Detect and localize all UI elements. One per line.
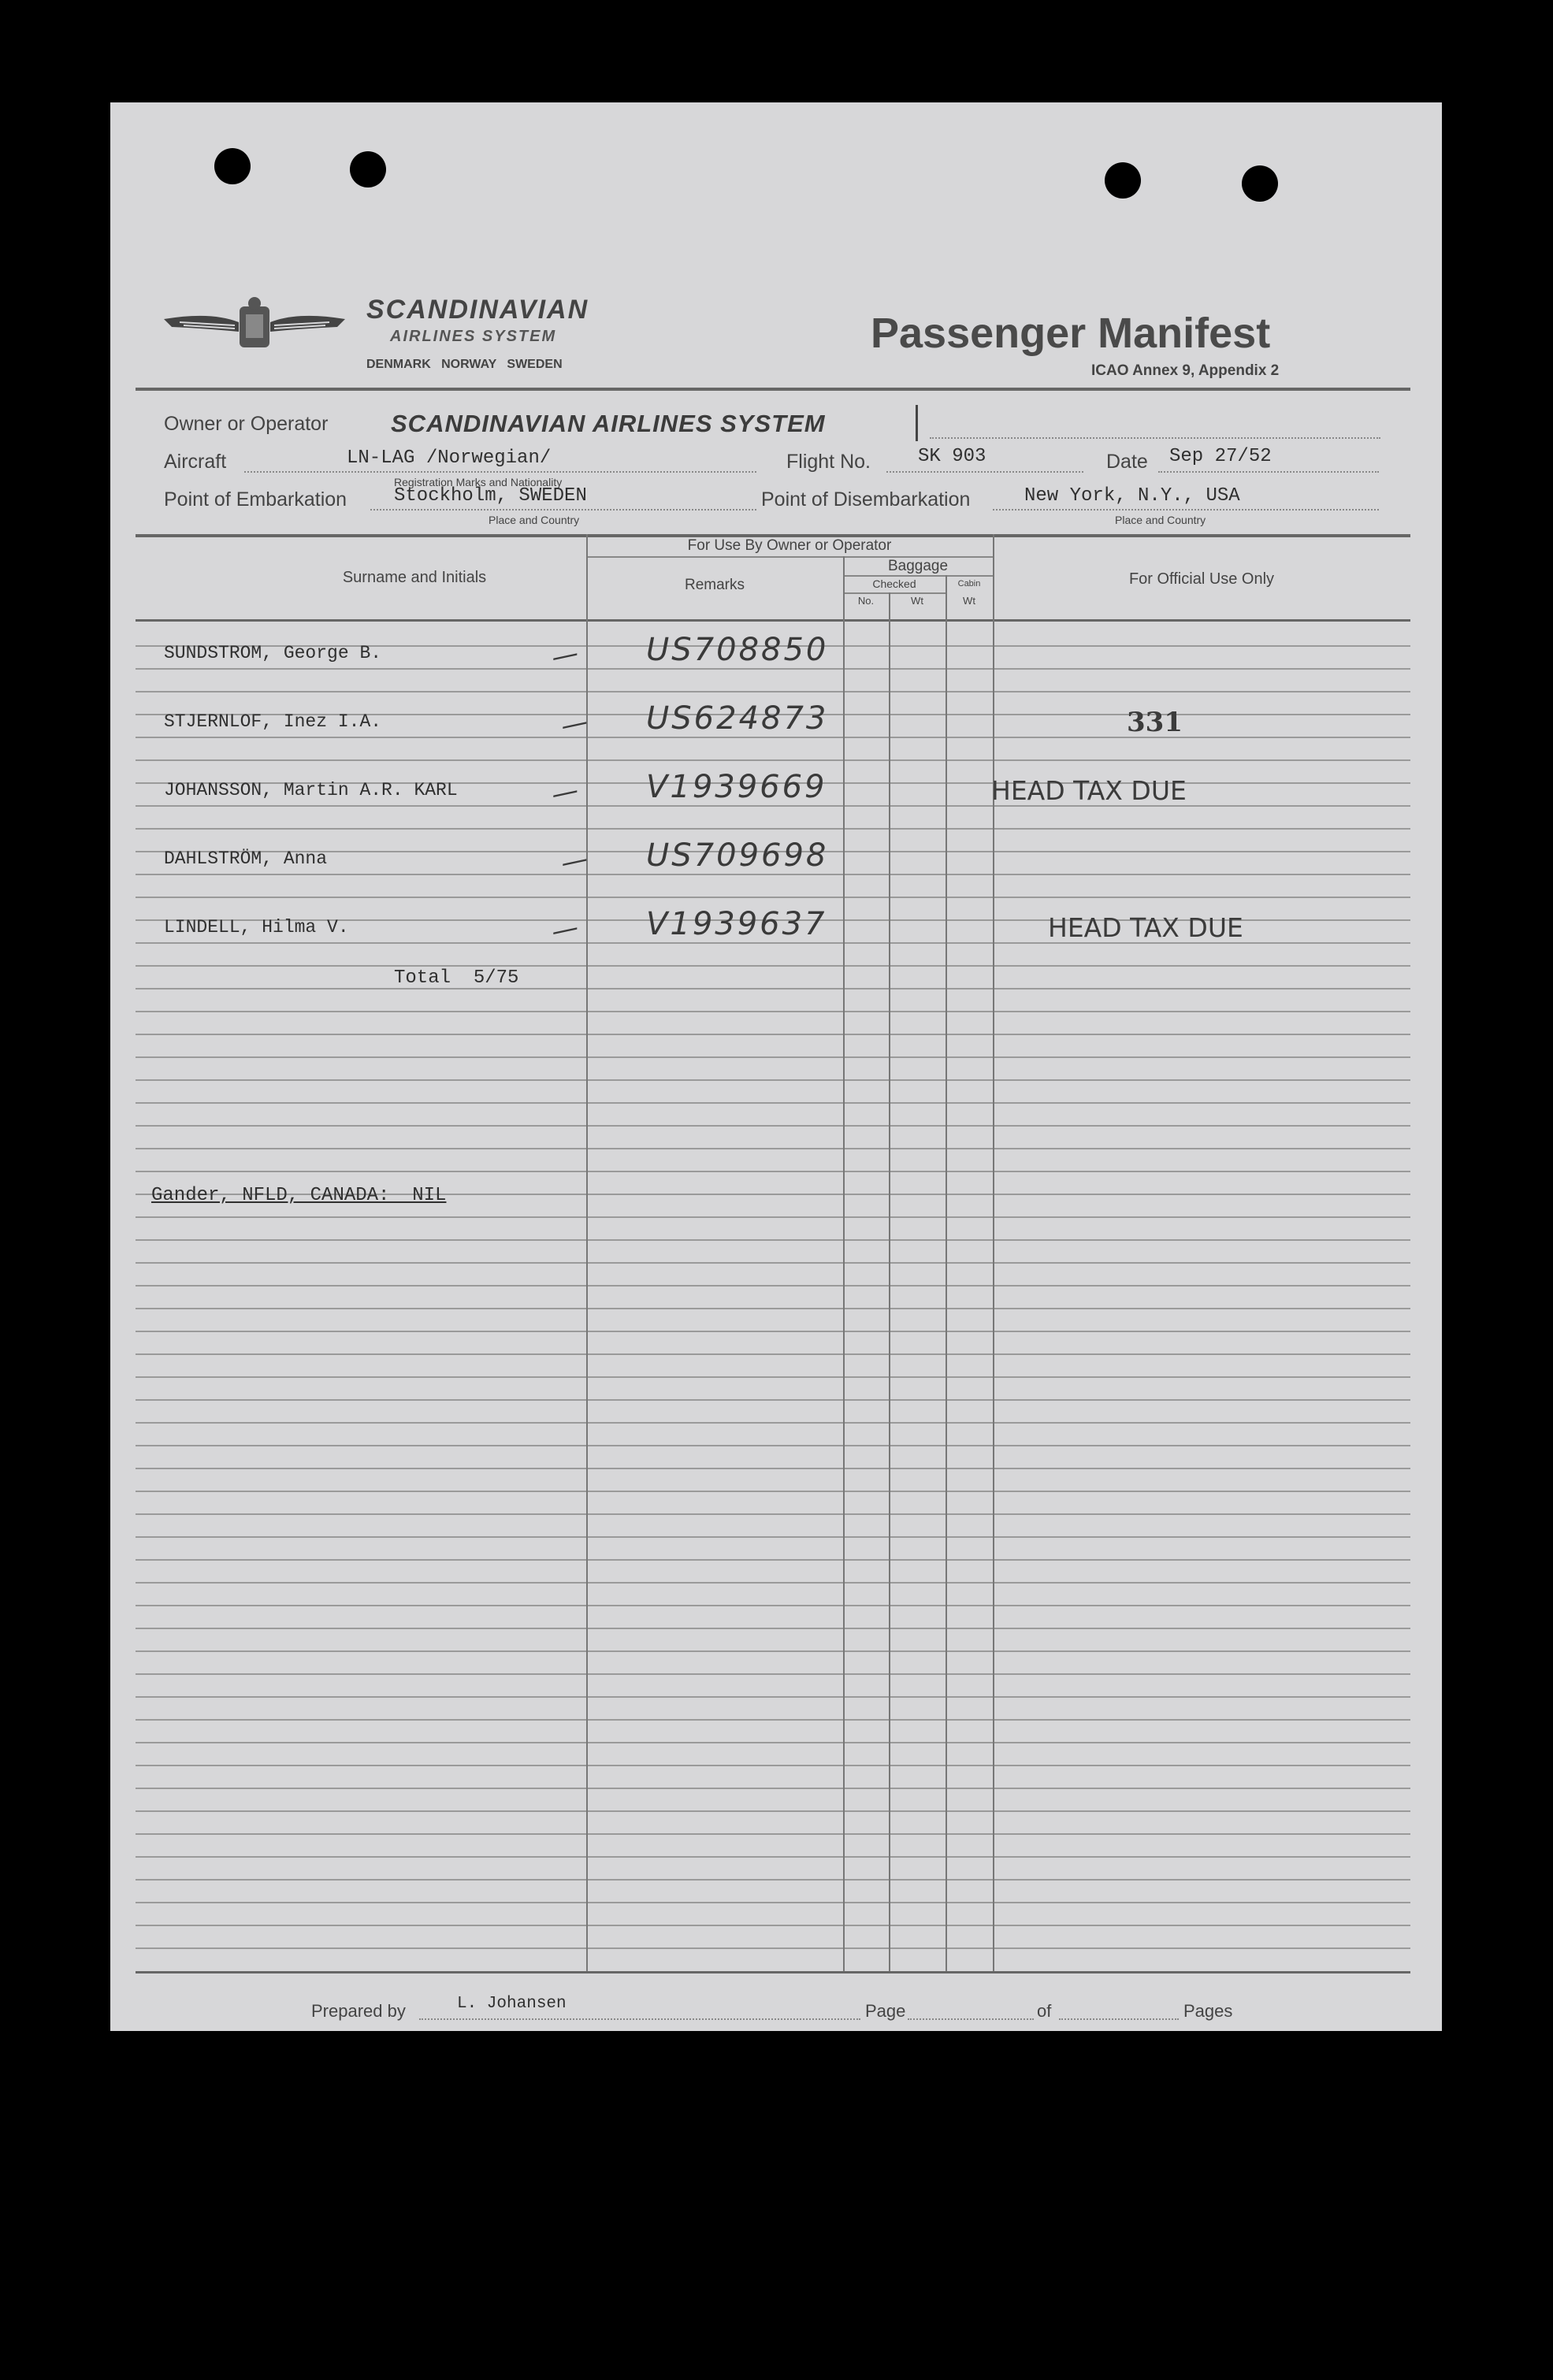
flight-line — [886, 471, 1083, 473]
ruled-line — [136, 1536, 1410, 1538]
passenger-name: STJERNLOF, Inez I.A. — [164, 711, 382, 732]
embarkation-label: Point of Embarkation — [164, 488, 347, 511]
manifest-sheet — [110, 102, 1442, 2031]
passenger-remark: US708850 — [646, 632, 829, 668]
ruled-line — [136, 1125, 1410, 1127]
punch-hole — [1105, 162, 1141, 199]
ruled-line — [136, 668, 1410, 670]
passenger-remark: US624873 — [646, 700, 829, 737]
ruled-line — [136, 1034, 1410, 1035]
ruled-line — [136, 1353, 1410, 1355]
ruled-line — [136, 1308, 1410, 1309]
ruled-line — [136, 1856, 1410, 1858]
disembarkation-value: New York, N.Y., USA — [1024, 485, 1240, 507]
ruled-line — [136, 1468, 1410, 1469]
column-divider — [889, 592, 890, 1971]
ruled-line — [136, 828, 1410, 830]
date-value: Sep 27/52 — [1169, 446, 1272, 467]
page-subtitle: ICAO Annex 9, Appendix 2 — [1091, 362, 1280, 379]
owner-label: Owner or Operator — [164, 413, 329, 435]
airline-countries: DENMARK NORWAY SWEDEN — [366, 358, 563, 371]
date-label: Date — [1106, 451, 1148, 473]
check-mark-icon: — — [548, 911, 581, 949]
embarkation-line — [370, 509, 756, 511]
official-note: 331 — [1127, 707, 1183, 738]
disembarkation-label: Point of Disembarkation — [761, 488, 971, 511]
ruled-line — [136, 1559, 1410, 1561]
ruled-line — [136, 1673, 1410, 1675]
passenger-name: JOHANSSON, Martin A.R. KARL — [164, 780, 458, 800]
date-line — [1158, 471, 1379, 473]
ruled-line — [136, 759, 1410, 761]
rule — [843, 592, 946, 594]
column-divider — [993, 534, 994, 1971]
ruled-line — [136, 691, 1410, 692]
embarkation-caption: Place and Country — [489, 514, 580, 526]
ruled-line — [136, 988, 1410, 990]
ruled-line — [136, 1742, 1410, 1743]
check-mark-icon: — — [548, 774, 581, 811]
ruled-line — [136, 1376, 1410, 1378]
punch-hole — [214, 148, 251, 184]
check-mark-icon: — — [558, 842, 591, 880]
ruled-line — [136, 1879, 1410, 1881]
ruled-line — [136, 1056, 1410, 1058]
aircraft-line — [244, 471, 756, 473]
ruled-line — [136, 1947, 1410, 1949]
aircraft-caption: Registration Marks and Nationality — [394, 476, 563, 488]
footer-rule — [136, 1971, 1410, 1973]
passenger-remark: V1939637 — [646, 906, 827, 942]
of-label: of — [1037, 2001, 1052, 2021]
ruled-line — [136, 1262, 1410, 1264]
ruled-line — [136, 1628, 1410, 1629]
airline-name: SCANDINAVIAN — [366, 295, 589, 325]
ruled-line — [136, 1285, 1410, 1287]
cabin-header: Cabin — [957, 579, 981, 589]
surname-header: Surname and Initials — [342, 569, 487, 586]
passenger-remark: US709698 — [646, 837, 829, 874]
owner-value: SCANDINAVIAN AIRLINES SYSTEM — [391, 410, 826, 437]
ruled-line — [136, 1650, 1410, 1652]
passenger-name: DAHLSTRÖM, Anna — [164, 848, 328, 869]
ruled-line — [136, 1719, 1410, 1721]
ruled-line — [136, 1445, 1410, 1446]
ruled-line — [136, 1148, 1410, 1149]
total-count: Total 5/75 — [394, 967, 519, 989]
page-label: Page — [865, 2001, 906, 2021]
official-use-header: For Official Use Only — [1128, 570, 1275, 588]
ruled-line — [136, 1810, 1410, 1812]
header-rule — [136, 388, 1410, 391]
ruled-line — [136, 1399, 1410, 1401]
ruled-line — [136, 805, 1410, 807]
ruled-line — [136, 1765, 1410, 1766]
gander-note: Gander, NFLD, CANADA: NIL — [151, 1185, 447, 1206]
flight-label: Flight No. — [786, 451, 871, 473]
owner-line — [930, 437, 1380, 439]
ruled-line — [136, 1491, 1410, 1492]
ruled-line — [136, 1102, 1410, 1104]
check-mark-icon: — — [558, 705, 591, 743]
ruled-line — [136, 1902, 1410, 1903]
ruled-line — [136, 737, 1410, 738]
punch-hole — [1242, 165, 1278, 202]
aircraft-label: Aircraft — [164, 451, 227, 473]
ruled-line — [136, 1422, 1410, 1424]
pages-label: Pages — [1183, 2001, 1233, 2021]
disembarkation-caption: Place and Country — [1115, 514, 1206, 526]
ruled-line — [136, 1239, 1410, 1241]
prepared-line — [419, 2018, 860, 2020]
wt-header: Wt — [911, 595, 923, 607]
of-line — [1059, 2018, 1179, 2020]
disembarkation-line — [993, 509, 1379, 511]
airline-subname: AIRLINES SYSTEM — [390, 328, 557, 345]
column-divider — [946, 575, 947, 1971]
ruled-line — [136, 1582, 1410, 1584]
ruled-line — [136, 874, 1410, 875]
ruled-line — [136, 1605, 1410, 1606]
ruled-line — [136, 897, 1410, 898]
ruled-line — [136, 1513, 1410, 1515]
page-line — [908, 2018, 1034, 2020]
column-divider — [586, 534, 588, 1971]
ruled-line — [136, 1925, 1410, 1926]
remarks-header: Remarks — [684, 577, 745, 593]
aircraft-value: LN-LAG /Norwegian/ — [347, 447, 552, 469]
ruled-line — [136, 1171, 1410, 1172]
embarkation-value: Stockholm, SWEDEN — [394, 485, 587, 507]
official-note: HEAD TAX DUE — [1048, 912, 1243, 943]
ruled-line — [136, 1696, 1410, 1698]
check-mark-icon: — — [548, 637, 581, 674]
official-note: HEAD TAX DUE — [991, 775, 1187, 806]
prepared-label: Prepared by — [311, 2001, 406, 2021]
ruled-line — [136, 1011, 1410, 1012]
ruled-line — [136, 1833, 1410, 1835]
flight-value: SK 903 — [918, 446, 986, 467]
passenger-remark: V1939669 — [646, 769, 827, 805]
ruled-line — [136, 965, 1410, 967]
passenger-name: LINDELL, Hilma V. — [164, 917, 349, 938]
ruled-line — [136, 1788, 1410, 1789]
ruled-line — [136, 1331, 1410, 1332]
page-title: Passenger Manifest — [871, 310, 1271, 357]
airline-wings-logo-icon — [164, 295, 345, 358]
prepared-value: L. Johansen — [457, 1995, 567, 2013]
ruled-line — [136, 1079, 1410, 1081]
for-use-header: For Use By Owner or Operator — [687, 537, 892, 554]
passenger-name: SUNDSTROM, George B. — [164, 643, 382, 663]
handwritten-stroke — [916, 405, 918, 441]
ruled-line — [136, 1216, 1410, 1218]
punch-hole — [350, 151, 386, 188]
no-header: No. — [857, 595, 875, 607]
rule — [843, 575, 993, 577]
cabin-wt-header: Wt — [963, 595, 975, 607]
header-bottom-rule — [136, 619, 1410, 622]
checked-header: Checked — [872, 577, 916, 590]
baggage-header: Baggage — [887, 558, 949, 574]
column-divider — [843, 556, 845, 1971]
